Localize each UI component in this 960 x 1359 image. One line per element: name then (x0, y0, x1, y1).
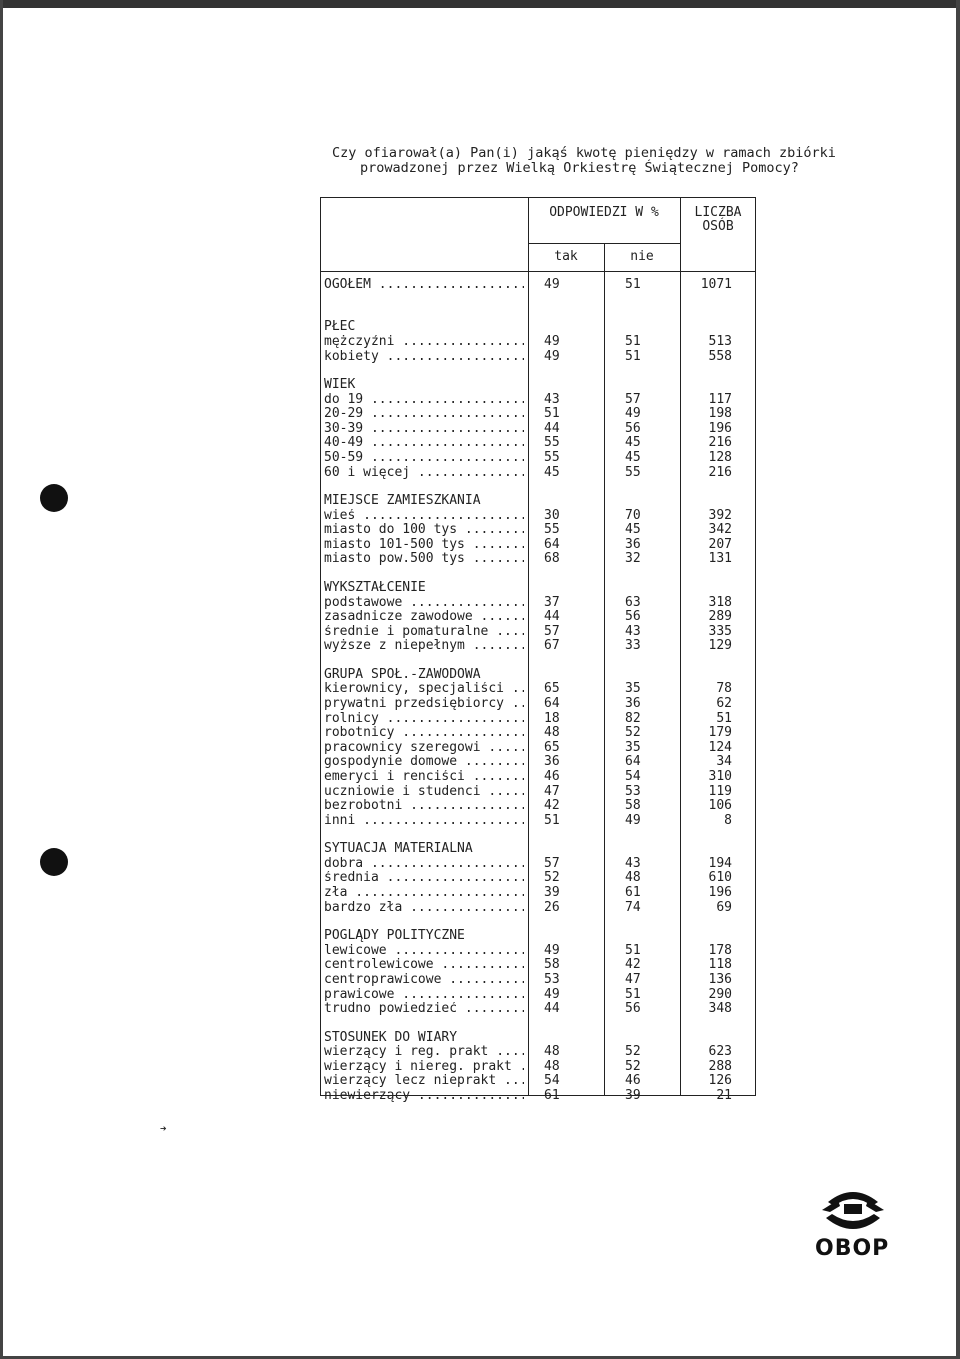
table-row (320, 799, 756, 814)
cell-tak: 30 (544, 507, 560, 523)
row-label: emeryci i renciści ..... (324, 770, 524, 785)
page-frame-left (0, 0, 3, 1359)
row-label: wieś ..... (324, 509, 524, 524)
table-row (320, 1045, 756, 1060)
row-label: gospodynie domowe ..... (324, 755, 524, 770)
binder-hole-bottom (40, 848, 68, 876)
cell-liczba: 342 (708, 522, 732, 538)
cell-tak: 43 (544, 391, 560, 407)
cell-liczba: 289 (708, 609, 732, 625)
cell-liczba: 62 (716, 696, 732, 712)
table-row (320, 697, 756, 712)
cell-nie: 58 (625, 798, 641, 814)
cell-nie: 51 (625, 333, 641, 349)
cell-liczba: 318 (708, 594, 732, 610)
cell-tak: 64 (544, 536, 560, 552)
table-row (320, 886, 756, 901)
cell-tak: 57 (544, 623, 560, 639)
row-label: niewierzący ..... (324, 1089, 524, 1104)
results-table (320, 197, 756, 1104)
cell-nie: 54 (625, 769, 641, 785)
group-heading-row (320, 320, 756, 335)
table-row (320, 278, 756, 293)
table-row (320, 712, 756, 727)
row-label: centrolewicowe ..... (324, 958, 524, 973)
cell-liczba: 196 (708, 420, 732, 436)
cell-nie: 52 (625, 1044, 641, 1060)
cell-tak: 65 (544, 739, 560, 755)
cell-tak: 49 (544, 986, 560, 1002)
group-heading-row (320, 668, 756, 683)
cell-liczba: 198 (708, 406, 732, 422)
row-label: dobra ..... (324, 857, 524, 872)
cell-tak: 48 (544, 1044, 560, 1060)
cell-tak: 37 (544, 594, 560, 610)
cell-liczba: 335 (708, 623, 732, 639)
table-row (320, 639, 756, 654)
table-row (320, 466, 756, 481)
group-heading-row (320, 929, 756, 944)
cell-tak: 64 (544, 696, 560, 712)
table-row (320, 1089, 756, 1104)
group-heading-row (320, 378, 756, 393)
group-heading-row (320, 842, 756, 857)
cell-nie: 48 (625, 870, 641, 886)
table-row (320, 755, 756, 770)
cell-tak: 53 (544, 971, 560, 987)
obop-logo-emblem (808, 1182, 898, 1242)
group-heading: SYTUACJA MATERIALNA (324, 842, 473, 857)
cell-tak: 39 (544, 885, 560, 901)
row-label: wierzący i niereg. prakt ..... (324, 1060, 524, 1075)
page-frame-right (956, 0, 960, 1359)
cell-liczba: 129 (708, 638, 732, 654)
cell-tak: 55 (544, 522, 560, 538)
cell-nie: 45 (625, 522, 641, 538)
cell-liczba: 392 (708, 507, 732, 523)
row-label: miasto do 100 tys ..... (324, 523, 524, 538)
cell-nie: 56 (625, 609, 641, 625)
cell-liczba: 610 (708, 870, 732, 886)
table-row (320, 350, 756, 365)
table-row (320, 523, 756, 538)
row-label: podstawowe ..... (324, 596, 524, 611)
row-label: 40-49 ..... (324, 436, 524, 451)
cell-tak: 61 (544, 1088, 560, 1104)
cell-nie: 61 (625, 885, 641, 901)
cell-tak: 51 (544, 406, 560, 422)
cell-liczba: 8 (724, 812, 732, 828)
table-row (320, 958, 756, 973)
row-label: wierzący lecz nieprakt ..... (324, 1074, 524, 1089)
cell-nie: 42 (625, 957, 641, 973)
header-count-line1: LICZBA (694, 205, 742, 220)
row-label: wierzący i reg. prakt ..... (324, 1045, 524, 1060)
header-count-line2: OSÓB (702, 219, 734, 234)
cell-nie: 57 (625, 391, 641, 407)
cell-nie: 35 (625, 739, 641, 755)
cell-tak: 49 (544, 333, 560, 349)
cell-liczba: 128 (708, 450, 732, 465)
cell-tak: 36 (544, 754, 560, 770)
cell-liczba: 78 (716, 681, 732, 697)
cell-tak: 26 (544, 899, 560, 915)
cell-liczba: 194 (708, 855, 732, 871)
row-label: trudno powiedzieć ..... (324, 1002, 524, 1017)
row-label: 20-29 ..... (324, 407, 524, 422)
row-label: robotnicy ..... (324, 726, 524, 741)
arrow-mark: ➔ (160, 1122, 167, 1135)
cell-tak: 58 (544, 957, 560, 973)
cell-tak: 44 (544, 1001, 560, 1017)
row-label: kobiety ..... (324, 350, 524, 365)
table-row (320, 944, 756, 959)
cell-tak: 68 (544, 551, 560, 567)
header-answers: ODPOWIEDZI W % (549, 205, 659, 220)
row-label: zasadnicze zawodowe ..... (324, 610, 524, 625)
question-line-2: prowadzonej przez Wielką Orkiestrę Świątecznej Pomocy? (360, 160, 799, 176)
cell-tak: 49 (544, 942, 560, 958)
row-label: średnie i pomaturalne ..... (324, 625, 524, 640)
cell-tak: 65 (544, 681, 560, 697)
cell-tak: 52 (544, 870, 560, 886)
cell-nie: 49 (625, 406, 641, 422)
row-label: prawicowe ..... (324, 988, 524, 1003)
group-heading: MIEJSCE ZAMIESZKANIA (324, 494, 481, 509)
cell-nie: 56 (625, 420, 641, 436)
cell-nie: 43 (625, 623, 641, 639)
cell-nie: 36 (625, 696, 641, 712)
table-row (320, 393, 756, 408)
header-no: nie (630, 249, 654, 264)
header-yes: tak (554, 249, 578, 264)
row-label: inni ..... (324, 814, 524, 829)
row-label: kierownicy, specjaliści ..... (324, 682, 524, 697)
group-heading: GRUPA SPOŁ.-ZAWODOWA (324, 667, 481, 682)
cell-liczba: 136 (708, 971, 732, 987)
cell-liczba: 290 (708, 986, 732, 1002)
cell-liczba: 119 (708, 783, 732, 799)
row-label: 60 i więcej ..... (324, 466, 524, 481)
row-label: bardzo zła ..... (324, 901, 524, 916)
cell-liczba: 106 (708, 798, 732, 814)
row-label: do 19 ..... (324, 393, 524, 408)
header-divider-main (320, 271, 756, 272)
cell-nie: 51 (625, 348, 641, 364)
cell-nie: 56 (625, 1001, 641, 1017)
group-heading: STOSUNEK DO WIARY (324, 1030, 458, 1045)
cell-liczba: 51 (716, 710, 732, 726)
cell-tak: 51 (544, 812, 560, 828)
cell-liczba: 179 (708, 725, 732, 741)
cell-nie: 32 (625, 551, 641, 567)
cell-tak: 44 (544, 420, 560, 436)
cell-nie: 47 (625, 971, 641, 987)
table-row (320, 422, 756, 437)
binder-hole-top (40, 484, 68, 512)
row-label: uczniowie i studenci ..... (324, 785, 524, 800)
row-label: prywatni przedsiębiorcy ..... (324, 697, 524, 712)
table-row (320, 785, 756, 800)
cell-liczba: 216 (708, 435, 732, 451)
group-heading-row (320, 1031, 756, 1046)
table-row (320, 682, 756, 697)
cell-tak: 49 (544, 277, 560, 292)
obop-logo-text: OBOP (815, 1236, 890, 1261)
cell-tak: 48 (544, 1058, 560, 1074)
table-row (320, 451, 756, 466)
table-row (320, 436, 756, 451)
cell-nie: 51 (625, 277, 641, 292)
group-heading-row (320, 494, 756, 509)
cell-liczba: 288 (708, 1058, 732, 1074)
table-row (320, 625, 756, 640)
cell-nie: 52 (625, 725, 641, 741)
table-row (320, 1060, 756, 1075)
cell-tak: 47 (544, 783, 560, 799)
survey-question (332, 145, 836, 176)
cell-tak: 57 (544, 855, 560, 871)
cell-nie: 45 (625, 450, 641, 465)
cell-tak: 18 (544, 710, 560, 726)
cell-liczba: 117 (708, 391, 732, 407)
table-row (320, 726, 756, 741)
cell-liczba: 623 (708, 1044, 732, 1060)
group-heading: POGLĄDY POLITYCZNE (324, 929, 465, 944)
group-heading-row (320, 581, 756, 596)
table-row (320, 509, 756, 524)
cell-nie: 55 (625, 464, 641, 480)
question-line-1: Czy ofiarował(a) Pan(i) jakąś kwotę pieniędzy w ramach zbiórki (332, 145, 836, 161)
cell-nie: 35 (625, 681, 641, 697)
table-row (320, 871, 756, 886)
cell-tak: 45 (544, 464, 560, 480)
cell-nie: 39 (625, 1088, 641, 1104)
cell-liczba: 21 (716, 1088, 732, 1104)
table-row (320, 596, 756, 611)
cell-liczba: 131 (708, 551, 732, 567)
cell-tak: 55 (544, 435, 560, 451)
cell-tak: 46 (544, 769, 560, 785)
row-label: pracownicy szeregowi ..... (324, 741, 524, 756)
row-label: mężczyźni ..... (324, 335, 524, 350)
cell-nie: 51 (625, 942, 641, 958)
cell-tak: 67 (544, 638, 560, 654)
cell-liczba: 118 (708, 957, 732, 973)
cell-liczba: 124 (708, 739, 732, 755)
cell-nie: 46 (625, 1073, 641, 1089)
cell-nie: 45 (625, 435, 641, 451)
table-row (320, 741, 756, 756)
cell-tak: 48 (544, 725, 560, 741)
cell-tak: 42 (544, 798, 560, 814)
row-label: centroprawicowe ..... (324, 973, 524, 988)
table-row (320, 1002, 756, 1017)
row-label: miasto pow.500 tys ..... (324, 552, 524, 567)
cell-nie: 53 (625, 783, 641, 799)
table-row (320, 857, 756, 872)
cell-nie: 63 (625, 594, 641, 610)
cell-liczba: 216 (708, 464, 732, 480)
header-divider-sub (528, 243, 680, 244)
cell-tak: 55 (544, 450, 560, 465)
table-row (320, 1074, 756, 1089)
cell-liczba: 69 (716, 899, 732, 915)
cell-liczba: 558 (708, 348, 732, 364)
table-row (320, 973, 756, 988)
table-row (320, 552, 756, 567)
table-row (320, 610, 756, 625)
row-label: bezrobotni ..... (324, 799, 524, 814)
row-label: 50-59 ..... (324, 451, 524, 466)
cell-nie: 82 (625, 710, 641, 726)
cell-nie: 33 (625, 638, 641, 654)
cell-liczba: 178 (708, 942, 732, 958)
table-row (320, 901, 756, 916)
row-label: 30-39 ..... (324, 422, 524, 437)
row-label: lewicowe ..... (324, 944, 524, 959)
row-label: wyższe z niepełnym ..... (324, 639, 524, 654)
group-heading: PŁEĆ (324, 320, 356, 335)
cell-liczba: 126 (708, 1073, 732, 1089)
table-row (320, 770, 756, 785)
cell-nie: 51 (625, 986, 641, 1002)
page-frame-top (0, 0, 960, 8)
table-row (320, 988, 756, 1003)
row-label: miasto 101-500 tys ..... (324, 538, 524, 553)
cell-liczba: 348 (708, 1001, 732, 1017)
row-label: OGÓŁEM ..... (324, 278, 524, 293)
cell-tak: 54 (544, 1073, 560, 1089)
table-row (320, 407, 756, 422)
cell-liczba: 513 (708, 333, 732, 349)
cell-nie: 74 (625, 899, 641, 915)
cell-nie: 70 (625, 507, 641, 523)
cell-nie: 52 (625, 1058, 641, 1074)
cell-liczba: 196 (708, 885, 732, 901)
table-row (320, 538, 756, 553)
cell-tak: 44 (544, 609, 560, 625)
row-label: zła ..... (324, 886, 524, 901)
row-label: średnia ..... (324, 871, 524, 886)
group-heading: WIEK (324, 378, 356, 392)
cell-liczba: 34 (716, 754, 732, 770)
cell-nie: 36 (625, 536, 641, 552)
table-row (320, 335, 756, 350)
row-label: rolnicy ..... (324, 712, 524, 727)
cell-nie: 49 (625, 812, 641, 828)
table-row (320, 814, 756, 829)
cell-liczba: 207 (708, 536, 732, 552)
group-heading: WYKSZTAŁCENIE (324, 580, 426, 595)
cell-liczba: 1071 (700, 277, 732, 292)
cell-tak: 49 (544, 348, 560, 364)
cell-liczba: 310 (708, 769, 732, 785)
cell-nie: 64 (625, 754, 641, 770)
cell-nie: 43 (625, 855, 641, 871)
